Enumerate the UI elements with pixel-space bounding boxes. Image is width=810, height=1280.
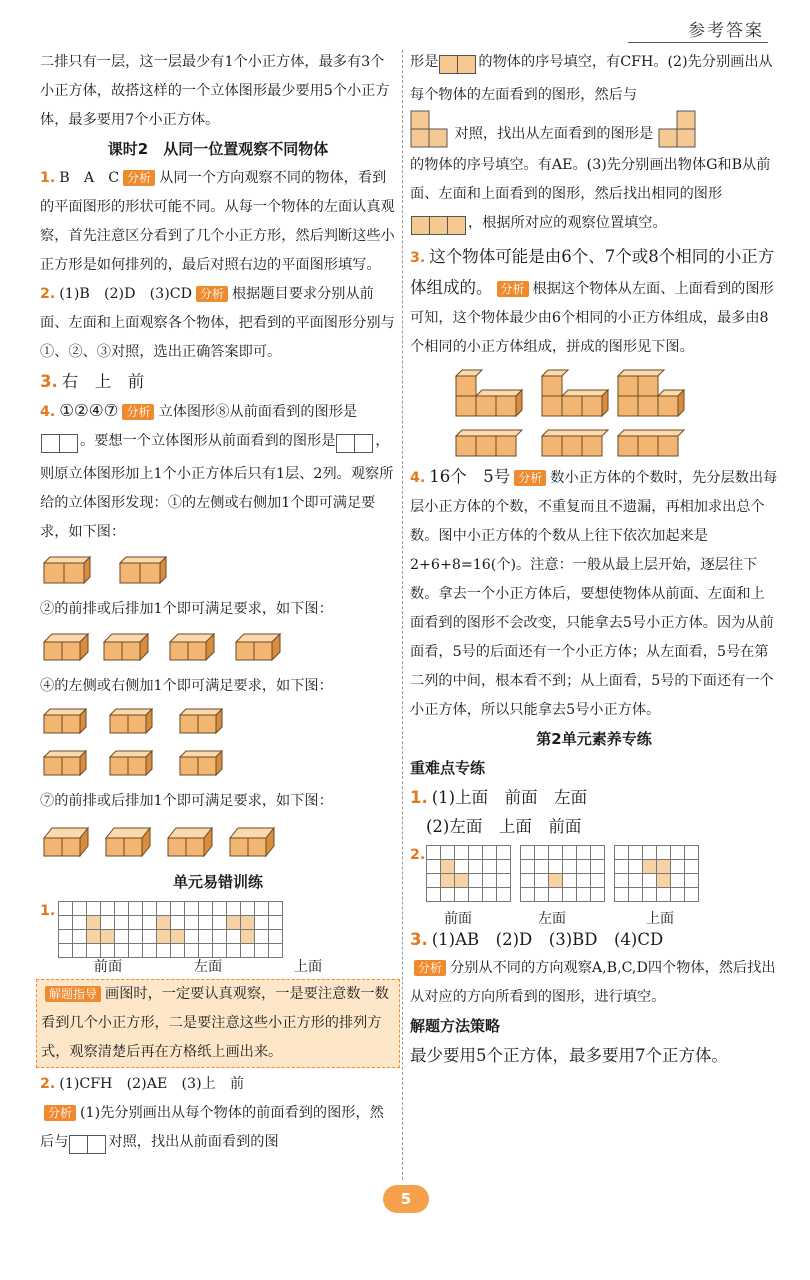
q3-num: 3. (410, 250, 426, 266)
k2-label-front: 前面 (444, 911, 472, 927)
cube-figures-3 (40, 705, 396, 783)
r1-text-c: 对照，找出从左面看到的图形是 (454, 126, 654, 142)
q2-num: 2. (40, 286, 56, 302)
cube-figures-1 (40, 551, 396, 591)
k3-analysis (410, 954, 778, 1012)
k3-answer: (1)AB (2)D (3)BD (4)CD (431, 930, 664, 949)
q3 (410, 242, 778, 362)
unit-title: 单元易错训练 (172, 873, 263, 891)
q3-cube-figures (410, 362, 778, 462)
e2-text-1: (1)先分别画出从每个物体的前面看到的图形，然后与 (40, 1105, 384, 1150)
k2-label-top: 上面 (646, 911, 674, 927)
label-top: 上面 (293, 959, 323, 975)
k3-tag: 分析 (414, 960, 446, 976)
label-front: 前面 (93, 959, 123, 975)
grid-paper (58, 901, 283, 958)
q4-answer: ①②④⑦ (59, 401, 119, 420)
e1-num: 1. (40, 903, 56, 919)
q1-num: 1. (40, 170, 56, 186)
e2-analysis (40, 1099, 396, 1161)
label-left: 左面 (193, 959, 223, 975)
k1-answer-a: (1)上面 前面 左面 (431, 788, 588, 807)
cube-row-3-figure (40, 705, 300, 783)
guide-tag: 解题指导 (45, 986, 101, 1002)
two-squares-icon (42, 431, 78, 460)
e1-labels (58, 953, 358, 982)
page-number: 5 (383, 1185, 429, 1213)
k2-grid-front (426, 845, 511, 902)
left-column (40, 48, 396, 1161)
q4-answer: 16个 5号 (429, 467, 511, 486)
cube-figures-2 (40, 628, 396, 668)
e2-text-2: 对照，找出从前面看到的图 (108, 1134, 279, 1150)
q1 (40, 164, 396, 280)
k3-num: 3. (410, 930, 428, 949)
two-squares-icon (337, 431, 373, 460)
cube-row-2-figure (40, 628, 340, 668)
q2-text: 根据题目要求分别从前面、左面和上面观察各个物体，把看到的平面图形分别与①、②、③对照，选出正确答案即可。 (40, 286, 395, 360)
e1 (40, 897, 396, 977)
q4 (410, 462, 778, 725)
e2-answer: (1)CFH (2)AE (3)上 前 (59, 1076, 245, 1092)
r1 (410, 48, 778, 110)
q4-text-6: ⑦的前排或后排加1个即可满足要求，如下图： (40, 793, 333, 809)
e2 (40, 1070, 396, 1099)
cube-row-1-figure (40, 551, 190, 591)
r1-text-d: 的物体的序号填空。有AE。(3)先分别画出物体G和B从前面、左面和上面看到的图形，然后找出相同的图形 (410, 157, 771, 202)
q3-tag: 分析 (497, 281, 529, 297)
k2-grid-top (614, 845, 699, 902)
q3-text: 根据这个物体从左面、上面看到的图形可知，这个物体最少由6个相同的小正方体组成，最多由8个相同的小正方体组成，拼成的图形见下图。 (410, 281, 774, 355)
l-shape-icon (410, 110, 450, 150)
q3-cubes-figure (410, 362, 710, 462)
q3 (40, 367, 396, 396)
r1-text-b: 的物体的序号填空，有CFH。(2)先分别画出从每个物体的左面看到的图形，然后与 (410, 54, 773, 103)
q1-text: 从同一个方向观察不同的物体，看到的平面图形的形状可能不同。从每一个物体的左面认真观察，首先注意区分看到了几个小正方形，然后判断这些小正方形是如何排列的，最后对照右边的平面图形填写。 (40, 170, 395, 273)
q4-tag: 分析 (122, 404, 154, 420)
q3-answer: 这个物体可能是由6个、7个或8个相同的小正方体组成的。 (410, 247, 775, 297)
r1-text-a: 形是 (410, 54, 439, 70)
cube-row-4-figure (40, 820, 340, 864)
q4-text-2: 。要想一个立体图形从前面看到的图形是 (80, 433, 336, 449)
q3-num: 3. (40, 372, 58, 391)
cube-figures-4 (40, 820, 396, 864)
column-divider (402, 50, 403, 1180)
two-squares-icon (440, 52, 476, 81)
r1-line3 (410, 151, 778, 242)
k1-answer-b: (2)左面 上面 前面 (426, 817, 582, 836)
two-squares-icon (70, 1132, 106, 1161)
header-title: 参考答案 (688, 21, 764, 41)
method-title: 解题方法策略 (410, 1017, 501, 1035)
l-shape-icon (658, 110, 698, 150)
unit2-title: 第2单元素养专练 (536, 730, 652, 748)
q4-text-4: ②的前排或后排加1个即可满足要求，如下图： (40, 601, 333, 617)
k2-grid-left (520, 845, 605, 902)
e2-num: 2. (40, 1076, 56, 1092)
q2-answer: (1)B (2)D (3)CD (59, 286, 192, 302)
right-column (410, 48, 778, 1070)
e2-tag: 分析 (44, 1105, 76, 1121)
lesson2-title: 课时2 从同一位置观察不同物体 (107, 140, 329, 158)
q4-num: 4. (40, 404, 56, 420)
method-text: 最少要用5个正方体，最多要用7个正方体。 (410, 1046, 728, 1065)
intro-text: 二排只有一层，这一层最少有1个小正方体，最多有3个小正方体，故搭这样的一个立体图形最少要用5个小正方体，最多要用7个小正方体。 (40, 54, 390, 128)
q4-text-1: 立体图形⑧从前面看到的图形是 (158, 404, 358, 420)
q4 (40, 396, 396, 547)
q4-num: 4. (410, 470, 426, 486)
k2-label-left: 左面 (538, 911, 566, 927)
r1-line2 (410, 110, 778, 151)
q3-answer: 右 上 前 (61, 372, 145, 391)
q1-tag: 分析 (123, 170, 155, 186)
key-title: 重难点专练 (410, 759, 486, 777)
r1-text-e: ，根据所对应的观察位置填空。 (468, 215, 667, 231)
k1-num: 1. (410, 788, 428, 807)
q2 (40, 280, 396, 367)
guide-box (36, 979, 400, 1068)
k1 (410, 783, 778, 812)
guide-text: 画图时，一定要认真观察，一是要注意数一数看到几个小正方形，二是要注意这些小正方形的排列方式，观察清楚后再在方格纸上画出来。 (41, 986, 389, 1060)
q2-tag: 分析 (196, 286, 228, 302)
k2 (410, 841, 778, 925)
k2-num: 2. (410, 847, 426, 863)
header-rule (628, 42, 768, 43)
k3-text: 分别从不同的方向观察A,B,C,D四个物体，然后找出从对应的方向所看到的图形，进行填空。 (410, 960, 776, 1005)
q4-text: 数小正方体的个数时，先分层数出每层小正方体的个数，不重复而且不遗漏，再相加求出总个数。图中小正方体的个数从上往下依次加起来是2+6+8=16(个)。注意：一般从最上层开始，逐层往下数。拿去一个小正方体后，要想使物体从前面、左面和上面看到的图形不会改变，只能拿去5号小正方体。因为从前面看，5号的后面还有一个小正方体；从左面看，5号在第二列的中间，根本看不到；从上面看，5号的下面还有一个小正方体，所以只能拿去5号小正方体。 (410, 470, 778, 718)
q4-text-5: ④的左侧或右侧加1个即可满足要求，如下图： (40, 678, 333, 694)
three-squares-icon (412, 213, 466, 242)
q4-tag: 分析 (514, 470, 546, 486)
q4-text-3: ，则原立体图形加上1个小正方体后只有1层、2列。观察所给的立体图形发现：①的左侧或右侧加1个即可满足要求，如下图： (40, 433, 394, 540)
q1-answer: B A C (59, 170, 120, 186)
